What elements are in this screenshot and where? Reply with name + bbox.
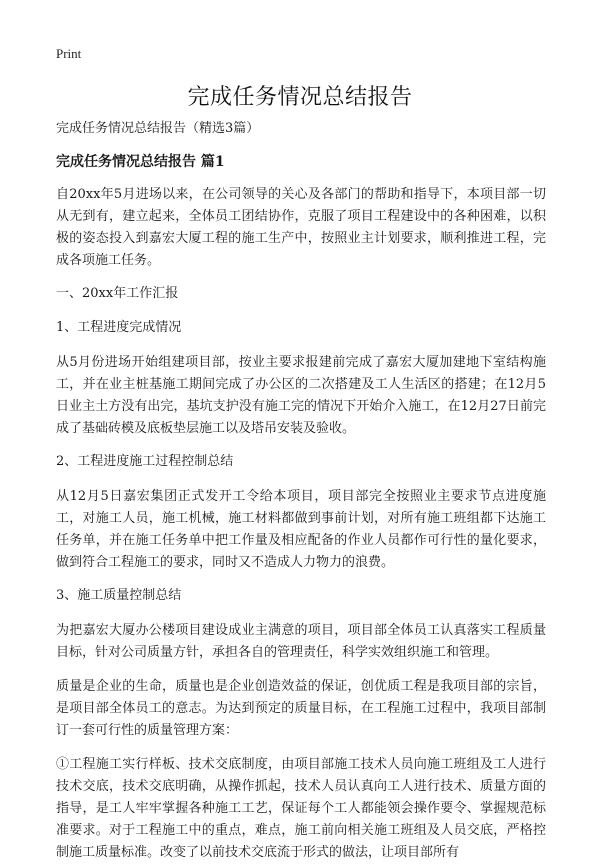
heading-process-control: 2、工程进度施工过程控制总结 <box>56 454 234 469</box>
heading-quality-control: 3、施工质量控制总结 <box>56 588 182 603</box>
paragraph-quality-goal: 为把嘉宏大厦办公楼项目建设成业主满意的项目，项目部全体员工认真落实工程质量目标，针对公司质量方针，承担各自的管理责任，科学实效组织施工和管理。 <box>56 623 546 660</box>
print-link[interactable]: Print <box>56 46 82 61</box>
document-body <box>56 120 546 864</box>
document-subtitle: 完成任务情况总结报告（精选3篇） <box>56 121 260 136</box>
paragraph-technical-briefing: ①工程施工实行样板、技术交底制度，由项目部施工技术人员向施工班组及工人进行技术交底，技术交底明确，从操作抓起，技术人员认真向工人进行技术、质量方面的指导，是工人牢牢掌握各种施工工艺，保证每个工人都能领会操作要令、掌握规范标准要求。对于工程施工中的重点，难点，施工前向相关施工班组及人员交底，严格控制施工质量标准。改变了以前技术交底流于形式的做法，让项目部所有 <box>56 757 546 860</box>
paragraph-progress: 从5月份进场开始组建项目部，按业主要求报建前完成了嘉宏大厦加建地下室结构施工，并在业主桩基施工期间完成了办公区的二次搭建及工人生活区的搭建；在12月5日业主土方没有出完，基坑支护没有施工完的情况下开始介入施工，在12月27日前完成了基础砖模及底板垫层施工以及塔吊安装及验收。 <box>56 355 546 436</box>
heading-work-report: 一、20xx年工作汇报 <box>56 286 179 301</box>
paragraph-process-control: 从12月5日嘉宏集团正式发开工令给本项目，项目部完全按照业主要求节点进度施工，对施工人员，施工机械，施工材料都做到事前计划，对所有施工班组都下达施工任务单，并在施工任务单中把工作量及相应配备的作业人员都作可行性的量化要求，做到符合工程施工的要求，同时又不造成人力物力的浪费。 <box>56 489 546 570</box>
paragraph-intro: 自20xx年5月进场以来，在公司领导的关心及各部门的帮助和指导下，本项目部一切从无到有，建立起来，全体员工团结协作，克服了项目工程建设中的各种困难，以积极的姿态投入到嘉宏大厦工程的施工生产中，按照业主计划要求，顺利推进工程，完成各项施工任务。 <box>56 187 546 268</box>
paragraph-quality-plan: 质量是企业的生命，质量也是企业创造效益的保证，创优质工程是我项目部的宗旨，是项目部全体员工的意志。为达到预定的质量目标，在工程施工过程中，我项目部制订一套可行性的质量管理方案： <box>56 679 546 738</box>
section-heading: 完成任务情况总结报告 篇1 <box>56 154 225 170</box>
document-title: 完成任务情况总结报告 <box>187 85 413 110</box>
heading-progress: 1、工程进度完成情况 <box>56 320 182 335</box>
